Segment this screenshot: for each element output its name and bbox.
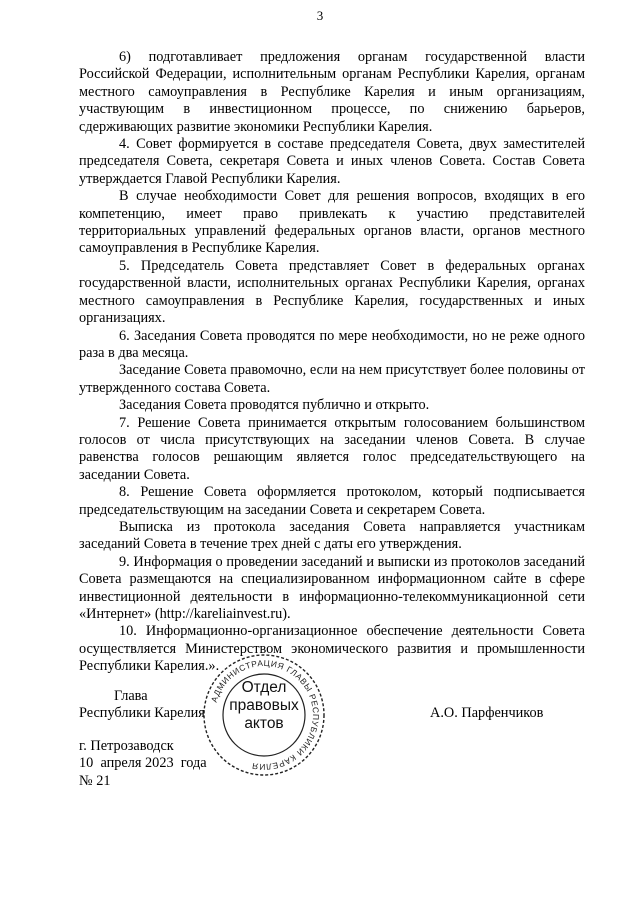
stamp-ring-text: АДМИНИСТРАЦИЯ ГЛАВЫ РЕСПУБЛИКИ КАРЕЛИЯ [208,657,322,773]
paragraph: 7. Решение Совета принимается открытым голосованием большинством голосов от числа присутствующих на заседании членов Совета. В случае равенства голосов решающим является голос председательствующего на заседании Совета. [79,414,585,483]
stamp-label-line: правовых [229,697,299,714]
stamp-label-line: Отдел [241,679,287,696]
paragraph: Заседание Совета правомочно, если на нем присутствует более половины от утвержденного состава Совета. [79,362,585,396]
signature-name: А.О. Парфенчиков [430,705,544,721]
footer-date: 10 апреля 2023 года [79,755,207,772]
stamp-label-line: актов [244,715,284,732]
paragraph: 6) подготавливает предложения органам государственной власти Российской Федерации, исполнительным органам Республики Карелия, органам местного самоуправления в Республике Карелия и иным организациям, участвующим в инвестиционном процессе, по снижению барьеров, сдерживающих развитие экономики Республики Карелия. [79,49,585,135]
stamp-label [202,679,326,733]
paragraph: 10. Информационно-организационное обеспечение деятельности Совета осуществляется Министерством экономического развития и промышленности Республики Карелия.». [79,623,585,675]
document-body [79,49,585,676]
paragraph: 4. Совет формируется в составе председателя Совета, двух заместителей председателя Совета, секретаря Совета и иных членов Совета. Состав Совета утверждается Главой Республики Карелия. [79,136,585,187]
paragraph: 5. Председатель Совета представляет Совет в федеральных органах государственной власти, исполнительных органах Республики Карелия, органах местного самоуправления в Республике Карелия, государственных и иных организациях. [79,257,585,327]
paragraph: 8. Решение Совета оформляется протоколом, который подписывается председательствующим на заседании Совета и секретарем Совета. [79,484,585,518]
paragraph: Выписка из протокола заседания Совета направляется участникам заседаний Совета в течение трех дней с даты его утверждения. [79,518,585,553]
signature-region: Республики Карелия [79,705,205,721]
footer-city: г. Петрозаводск [79,738,174,754]
page-number: 3 [316,8,324,23]
paragraph: В случае необходимости Совет для решения вопросов, входящих в его компетенцию, имеет право привлекать к участию представителей территориальных управлений федеральных органов власти, органов местного самоуправления в Республике Карелия. [79,188,585,257]
paragraph: 9. Информация о проведении заседаний и выписки из протоколов заседаний Совета размещаются на специализированном информационном сайте в сфере инвестиционной деятельности в информационно-телекоммуникационной сети «Интернет» (http://kareliainvest.ru). [79,553,585,622]
stamp-seal [202,653,326,777]
paragraph: Заседания Совета проводятся публично и открыто. [119,397,430,414]
signature-title: Глава [114,688,148,704]
footer-block [79,738,207,790]
footer-number: № 21 [79,772,111,789]
paragraph: 6. Заседания Совета проводятся по мере необходимости, но не реже одного раза в два месяца. [79,327,585,361]
